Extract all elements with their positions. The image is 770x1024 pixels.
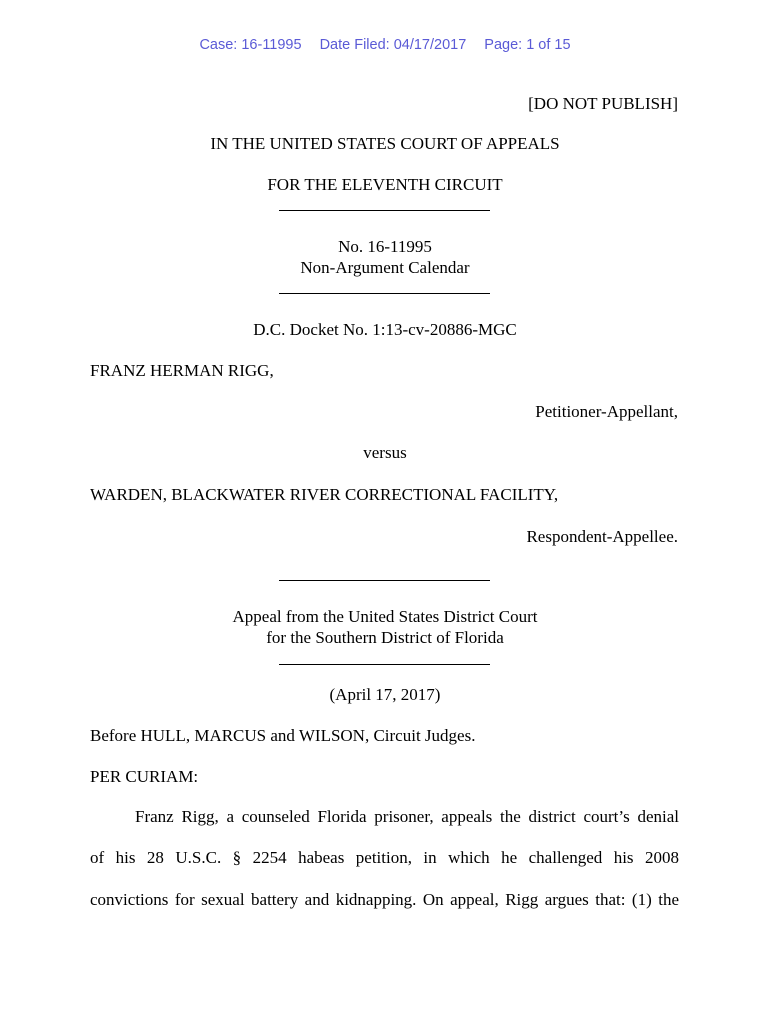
date-filed-stamp: Date Filed: 04/17/2017 bbox=[319, 37, 467, 53]
divider-rule bbox=[279, 580, 490, 581]
filing-header bbox=[0, 37, 770, 54]
versus-label: versus bbox=[363, 443, 407, 462]
opinion-text-line: Franz Rigg, a counseled Florida prisoner, appeals the district court’s denial bbox=[135, 807, 679, 826]
divider-rule bbox=[279, 664, 490, 665]
per-curiam-heading: PER CURIAM: bbox=[90, 767, 199, 786]
divider-rule bbox=[279, 293, 490, 294]
opinion-text-line: convictions for sexual battery and kidnapping. On appeal, Rigg argues that: (1) the bbox=[90, 890, 679, 909]
divider-rule bbox=[279, 210, 490, 211]
page-count-stamp: Page: 1 of 15 bbox=[484, 37, 571, 53]
panel-judges: Before HULL, MARCUS and WILSON, Circuit Judges. bbox=[90, 726, 476, 745]
opinion-text-line: of his 28 U.S.C. § 2254 habeas petition, in which he challenged his 2008 bbox=[90, 848, 679, 867]
docket-number: D.C. Docket No. 1:13-cv-20886-MGC bbox=[253, 320, 517, 339]
petitioner-role: Petitioner-Appellant, bbox=[535, 402, 678, 421]
decision-date: (April 17, 2017) bbox=[329, 685, 441, 704]
court-name: IN THE UNITED STATES COURT OF APPEALS bbox=[210, 134, 560, 153]
appeal-origin-line1: Appeal from the United States District Court bbox=[232, 607, 538, 626]
calendar-type: Non-Argument Calendar bbox=[300, 258, 470, 277]
respondent-role: Respondent-Appellee. bbox=[526, 527, 678, 546]
publish-status: [DO NOT PUBLISH] bbox=[528, 94, 678, 113]
respondent-name: WARDEN, BLACKWATER RIVER CORRECTIONAL FACILITY, bbox=[90, 485, 559, 504]
case-number: No. 16-11995 bbox=[338, 237, 432, 256]
case-number-stamp: Case: 16-11995 bbox=[199, 37, 302, 53]
petitioner-name: FRANZ HERMAN RIGG, bbox=[90, 361, 274, 380]
circuit-name: FOR THE ELEVENTH CIRCUIT bbox=[267, 175, 503, 194]
appeal-origin-line2: for the Southern District of Florida bbox=[266, 628, 504, 647]
